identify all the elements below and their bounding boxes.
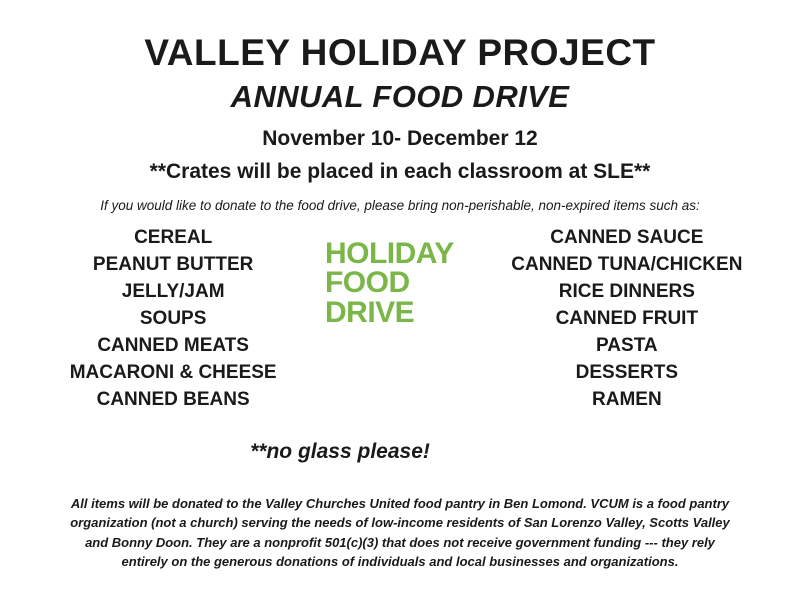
list-item: DESSERTS [575, 361, 679, 383]
list-item: PASTA [596, 334, 658, 356]
list-item: CANNED FRUIT [555, 307, 699, 329]
logo-column [306, 225, 493, 327]
no-glass-note: **no glass please! [250, 439, 430, 463]
holiday-food-drive-logo [324, 236, 475, 329]
list-item: PEANUT BUTTER [92, 253, 254, 275]
crates-note: **Crates will be placed in each classroom at SLE** [149, 159, 651, 183]
list-item: JELLY/JAM [121, 280, 225, 302]
items-right-column [494, 225, 760, 414]
donation-instructions: If you would like to donate to the food drive, please bring non-perishable, non-expired items such as: [100, 197, 700, 213]
list-item: RAMEN [592, 388, 662, 410]
list-item: CANNED BEANS [96, 388, 250, 410]
list-item: CANNED TUNA/CHICKEN [511, 253, 743, 275]
footer-disclaimer: All items will be donated to the Valley Churches United food pantry in Ben Lomond. VCUM is a food pantry organization (not a church) serving the needs of low-income residents of San Lorenzo Valley, Scotts Valley and Bonny Doon. They are a nonprofit 501(c)(3) that does not receive government funding --- they rely entirely on the generous donations of individuals and local businesses and organizations. [70, 495, 730, 570]
item-columns [40, 225, 760, 414]
logo-line-food: FOOD [324, 266, 410, 300]
list-item: CANNED MEATS [97, 334, 249, 356]
page-title: VALLEY HOLIDAY PROJECT [144, 32, 656, 73]
list-item: RICE DINNERS [558, 280, 695, 302]
page-subtitle: ANNUAL FOOD DRIVE [230, 78, 570, 114]
logo-line-holiday: HOLIDAY [324, 236, 454, 270]
items-left-column [40, 225, 306, 414]
list-item: MACARONI & CHEESE [69, 361, 277, 383]
list-item: CEREAL [134, 226, 213, 248]
list-item: SOUPS [139, 307, 207, 329]
drive-dates: November 10- December 12 [262, 126, 538, 150]
list-item: CANNED SAUCE [550, 226, 704, 248]
logo-line-drive: DRIVE [324, 295, 415, 329]
